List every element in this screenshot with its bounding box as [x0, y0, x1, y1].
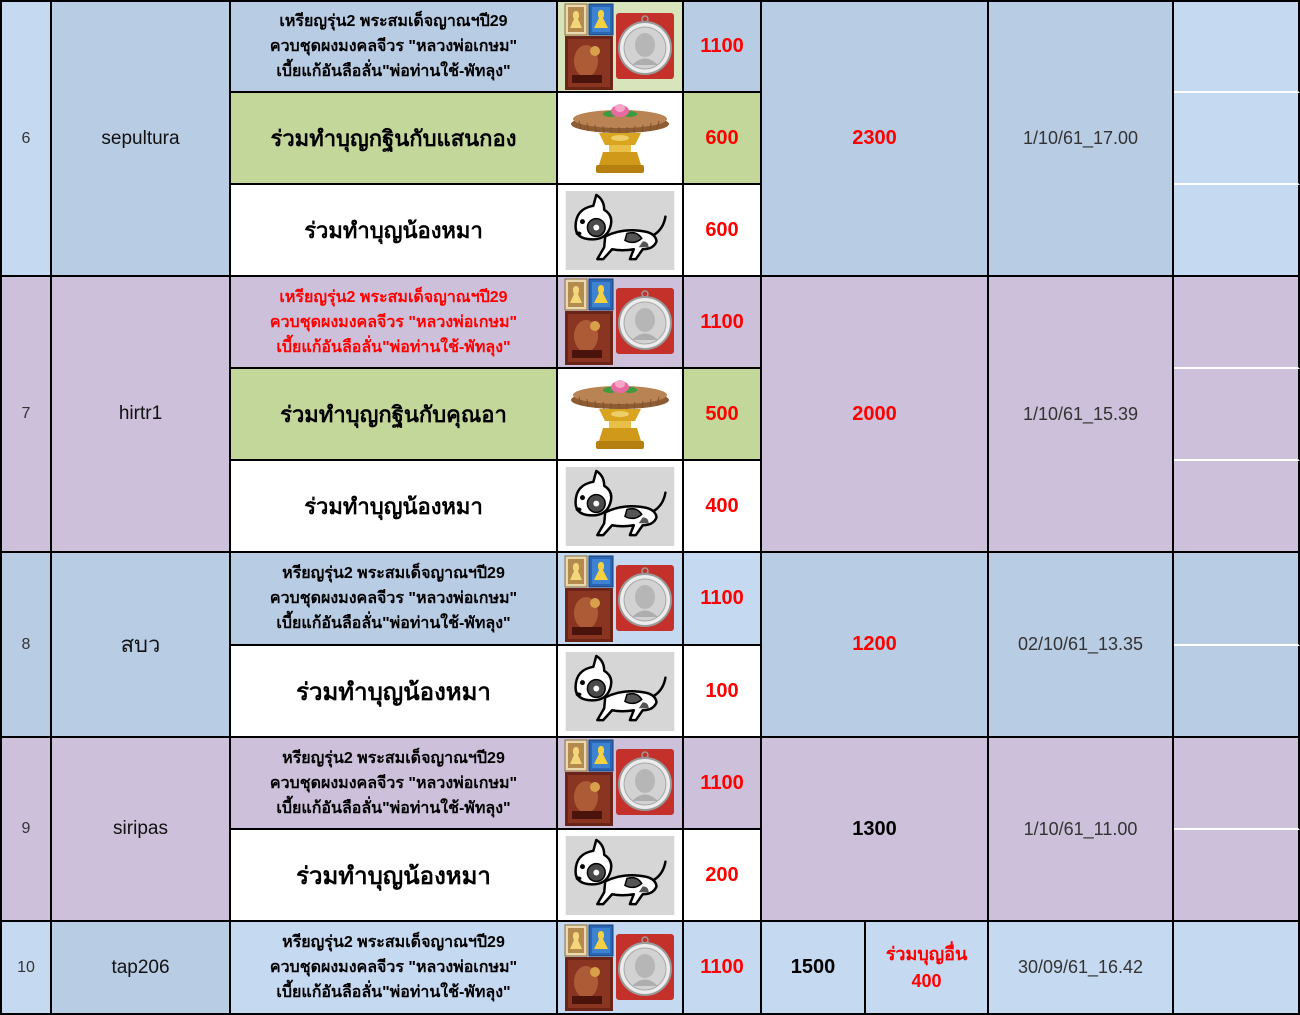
- item-description: [231, 738, 558, 830]
- amulet-set-image: [564, 739, 676, 827]
- member-name: siripas: [52, 738, 231, 922]
- remarks-cell: [1174, 738, 1300, 830]
- item-description: [231, 553, 558, 646]
- member-name: tap206: [52, 922, 231, 1015]
- item-image-cell: [558, 461, 684, 553]
- item-price: 1100: [684, 277, 762, 369]
- item-description-line: ควบชุดผงมงคลจีวร "หลวงพ่อเกษม": [269, 313, 518, 331]
- item-description-line: เบี้ยแก้อันลือลั่น"พ่อท่านใช้-พัทลุง": [276, 63, 511, 80]
- total-amount: 1500: [762, 922, 866, 1015]
- item-price: 200: [684, 830, 762, 922]
- entry-number: 7: [2, 277, 52, 553]
- item-description-line: เบี้ยแก้อันลือลั่น"พ่อท่านใช้-พัทลุง": [276, 799, 511, 817]
- item-price: 1100: [684, 922, 762, 1015]
- item-price: 400: [684, 461, 762, 553]
- item-description: ร่วมทำบุญกฐินกับแสนกอง: [231, 93, 558, 185]
- other-donation-amount: 400: [911, 970, 942, 991]
- kathin-offering-image: [569, 97, 671, 179]
- item-description-line: หรียญรุ่น2 พระสมเด็จญาณฯปี29: [282, 749, 505, 767]
- total-amount: 2300: [762, 2, 989, 277]
- item-description: ร่วมทำบุญน้องหมา: [231, 185, 558, 277]
- entry-number: 10: [2, 922, 52, 1015]
- item-description: ร่วมทำบุญกฐินกับคุณอา: [231, 369, 558, 461]
- item-image-cell: [558, 185, 684, 277]
- item-image-cell: [558, 830, 684, 922]
- total-amount: 2000: [762, 277, 989, 553]
- remarks-cell: [1174, 2, 1300, 93]
- other-donation-label: ร่วมบุญอื่น: [885, 943, 968, 964]
- dog-drawing-image: [565, 652, 675, 731]
- item-description: ร่วมทำบุญน้องหมา: [231, 646, 558, 738]
- member-name: hirtr1: [52, 277, 231, 553]
- dog-drawing-image: [565, 467, 675, 546]
- remarks-cell: [1174, 461, 1300, 553]
- remarks-cell: [1174, 922, 1300, 1015]
- item-description-line: หรียญรุ่น2 พระสมเด็จญาณฯปี29: [282, 565, 505, 582]
- dog-drawing-image: [565, 836, 675, 915]
- item-description-line: เบี้ยแก้อันลือลั่น"พ่อท่านใช้-พัทลุง": [276, 615, 511, 632]
- item-description-line: ควบชุดผงมงคลจีวร "หลวงพ่อเกษม": [269, 590, 518, 607]
- entry-number: 8: [2, 553, 52, 738]
- amulet-set-image: [564, 3, 676, 91]
- item-price: 1100: [684, 738, 762, 830]
- member-name: สบว: [52, 553, 231, 738]
- item-image-cell: [558, 2, 684, 93]
- transfer-date: 1/10/61_17.00: [989, 2, 1174, 277]
- entry-number: 6: [2, 2, 52, 277]
- item-image-cell: [558, 738, 684, 830]
- member-name: sepultura: [52, 2, 231, 277]
- total-amount: 1300: [762, 738, 989, 922]
- item-description: [231, 922, 558, 1015]
- item-description-line: เหรียญรุ่น2 พระสมเด็จญาณฯปี29: [279, 13, 508, 30]
- remarks-cell: [1174, 553, 1300, 646]
- item-description-line: ควบชุดผงมงคลจีวร "หลวงพ่อเกษม": [269, 774, 518, 792]
- item-image-cell: [558, 646, 684, 738]
- item-price: 100: [684, 646, 762, 738]
- item-image-cell: [558, 553, 684, 646]
- item-description-line: เบี้ยแก้อันลือลั่น"พ่อท่านใช้-พัทลุง": [276, 338, 511, 356]
- item-description: ร่วมทำบุญน้องหมา: [231, 461, 558, 553]
- amulet-set-image: [564, 278, 676, 366]
- item-description-line: ควบชุดผงมงคลจีวร "หลวงพ่อเกษม": [269, 38, 518, 55]
- item-description: [231, 2, 558, 93]
- remarks-cell: [1174, 830, 1300, 922]
- remarks-cell: [1174, 93, 1300, 185]
- item-description-line: หรียญรุ่น2 พระสมเด็จญาณฯปี29: [282, 934, 505, 951]
- item-description: [231, 277, 558, 369]
- remarks-cell: [1174, 646, 1300, 738]
- remarks-cell: [1174, 185, 1300, 277]
- remarks-cell: [1174, 369, 1300, 461]
- item-price: 600: [684, 185, 762, 277]
- other-donation: [866, 922, 989, 1015]
- amulet-set-image: [564, 555, 676, 643]
- item-price: 600: [684, 93, 762, 185]
- amulet-set-image: [564, 924, 676, 1012]
- dog-drawing-image: [565, 191, 675, 270]
- transfer-date: 1/10/61_15.39: [989, 277, 1174, 553]
- item-price: 500: [684, 369, 762, 461]
- item-image-cell: [558, 922, 684, 1015]
- item-price: 1100: [684, 2, 762, 93]
- item-description-line: เหรียญรุ่น2 พระสมเด็จญาณฯปี29: [279, 288, 508, 306]
- item-price: 1100: [684, 553, 762, 646]
- entry-number: 9: [2, 738, 52, 922]
- transfer-date: 1/10/61_11.00: [989, 738, 1174, 922]
- transfer-date: 02/10/61_13.35: [989, 553, 1174, 738]
- transfer-date: 30/09/61_16.42: [989, 922, 1174, 1015]
- item-image-cell: [558, 277, 684, 369]
- total-amount: 1200: [762, 553, 989, 738]
- item-image-cell: [558, 93, 684, 185]
- item-description: ร่วมทำบุญน้องหมา: [231, 830, 558, 922]
- kathin-offering-image: [569, 373, 671, 455]
- item-image-cell: [558, 369, 684, 461]
- remarks-cell: [1174, 277, 1300, 369]
- item-description-line: เบี้ยแก้อันลือลั่น"พ่อท่านใช้-พัทลุง": [276, 984, 511, 1001]
- item-description-line: ควบชุดผงมงคลจีวร "หลวงพ่อเกษม": [269, 959, 518, 976]
